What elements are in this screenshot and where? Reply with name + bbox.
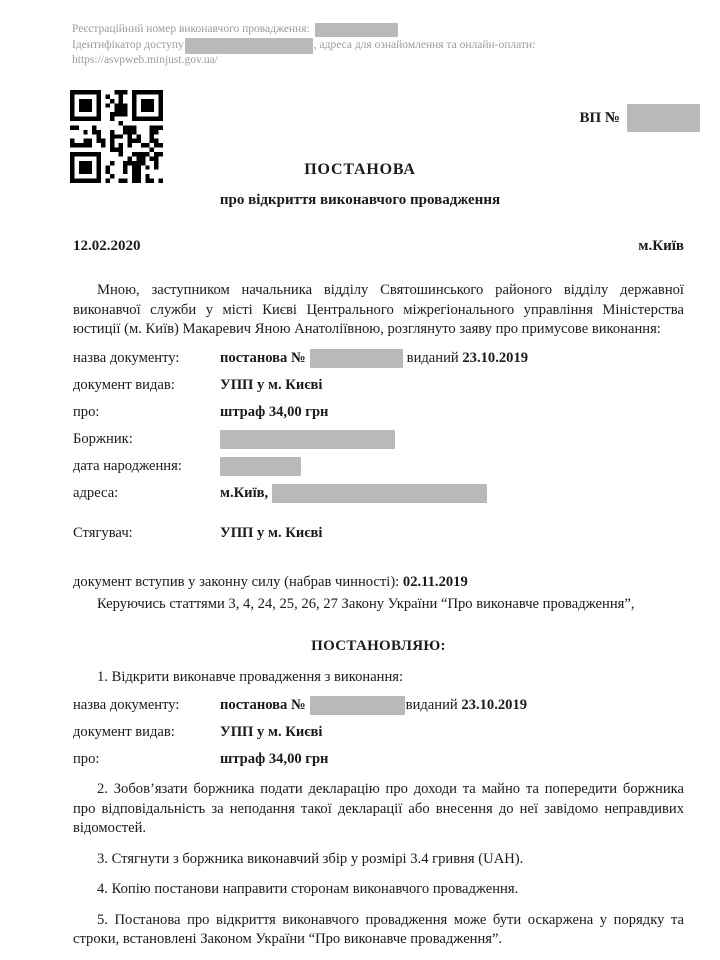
birth-date-value — [220, 457, 301, 476]
payment-url: https://asvpweb.minjust.gov.ua/ — [72, 54, 218, 66]
debtor-label: Боржник: — [73, 430, 133, 447]
document-header — [0, 0, 720, 238]
field-row-doc-subject — [73, 403, 684, 422]
redacted-access-id — [185, 38, 313, 54]
doc-subject-value: штраф 34,00 грн — [220, 403, 329, 420]
doc-subject-label-2: про: — [73, 751, 100, 768]
field-row-doc-name — [73, 349, 684, 368]
registration-number-line — [72, 22, 632, 37]
intro-paragraph: Мною, заступником начальника відділу Святошинського районого відділу державної виконавчої служби у місті Києві Центрального міжрегіонального управління Міністерства юстиції (м. Київ) Макаревич Яною Анатоліївною, розглянуто заяву про примусове виконання: — [73, 282, 684, 337]
address-label: адреса: — [73, 484, 119, 501]
effective-date-label: документ вступив у законну силу (набрав чинності): — [73, 574, 400, 591]
executive-document-fields — [73, 349, 684, 544]
redacted-doc-number-2 — [310, 696, 405, 715]
guided-by-line: Керуючись статтями 3, 4, 24, 25, 26, 27 Закону України “Про виконавче провадження”, — [97, 596, 635, 613]
doc-issuer-label-2: документ видав: — [73, 724, 175, 741]
doc-issuer-value-2: УПП у м. Києві — [220, 724, 323, 741]
resolution-item-2: 2. Зобов’язати боржника подати декларацію про доходи та майно та попередити боржника про відповідальність за неподання такої декларації або внесення до неї завідомо неправдивих відомостей. — [73, 781, 684, 837]
resolution-item-5: 5. Постанова про відкриття виконавчого провадження може бути оскаржена у порядку та строки, встановлені Законом України “Про виконавче провадження”. — [73, 911, 684, 948]
doc-issuer-label: документ видав: — [73, 376, 175, 393]
header-meta — [72, 22, 632, 68]
vp-number-label: ВП № — [579, 109, 620, 126]
collector-value: УПП у м. Києві — [220, 525, 323, 542]
vp-number-row — [580, 104, 701, 132]
resolution-item-3: 3. Стягнути з боржника виконавчий збір у розмірі 3.4 гривня (UAH). — [97, 850, 524, 867]
document-title: ПОСТАНОВА — [304, 161, 416, 178]
resolution-document-fields — [73, 696, 684, 769]
field-row-doc-name-2 — [73, 696, 684, 715]
field-row-collector — [73, 524, 684, 543]
access-id-label: Ідентифікатор доступу — [72, 39, 184, 51]
doc-name-value-2: постанова № виданий 23.10.2019 — [220, 696, 527, 715]
field-row-doc-issuer-2 — [73, 723, 684, 742]
field-row-doc-subject-2 — [73, 750, 684, 769]
doc-name-value: постанова № виданий 23.10.2019 — [220, 349, 528, 368]
effective-date-value: 02.11.2019 — [402, 574, 468, 591]
effective-date-line — [73, 573, 684, 592]
registration-number-label: Реєстраційний номер виконавчого провадження: — [72, 23, 310, 35]
redacted-birth-date — [220, 457, 301, 476]
field-row-debtor — [73, 430, 684, 449]
resolution-heading: ПОСТАНОВЛЯЮ: — [311, 637, 446, 654]
doc-issuer-value: УПП у м. Києві — [220, 376, 323, 393]
field-row-doc-issuer — [73, 376, 684, 395]
birth-date-label: дата народження: — [73, 457, 182, 474]
address-value: м.Київ, — [220, 484, 487, 503]
document-body — [0, 238, 720, 950]
redacted-vp-number — [627, 104, 700, 132]
redacted-doc-number — [310, 349, 403, 368]
field-row-birth-date — [73, 457, 684, 476]
debtor-value — [220, 430, 395, 449]
doc-subject-label: про: — [73, 403, 100, 420]
collector-label: Стягувач: — [73, 525, 133, 542]
redacted-registration-number — [315, 23, 398, 37]
doc-name-label-2: назва документу: — [73, 697, 180, 714]
document-city: м.Київ — [638, 238, 684, 254]
doc-name-label: назва документу: — [73, 349, 180, 366]
doc-subject-value-2: штраф 34,00 грн — [220, 751, 329, 768]
resolution-item-1: 1. Відкрити виконавче провадження з виконання: — [97, 668, 404, 685]
redacted-address — [272, 484, 487, 503]
document-date: 12.02.2020 — [73, 238, 141, 254]
redacted-debtor-name — [220, 430, 395, 449]
field-row-address — [73, 484, 684, 503]
date-place-row — [73, 238, 684, 255]
access-id-line — [72, 37, 632, 53]
access-id-suffix: , адреса для ознайомлення та онлайн-оплати: — [313, 39, 536, 51]
resolution-item-4: 4. Копію постанови направити сторонам виконавчого провадження. — [97, 881, 519, 898]
document-subtitle: про відкриття виконавчого провадження — [219, 192, 501, 208]
